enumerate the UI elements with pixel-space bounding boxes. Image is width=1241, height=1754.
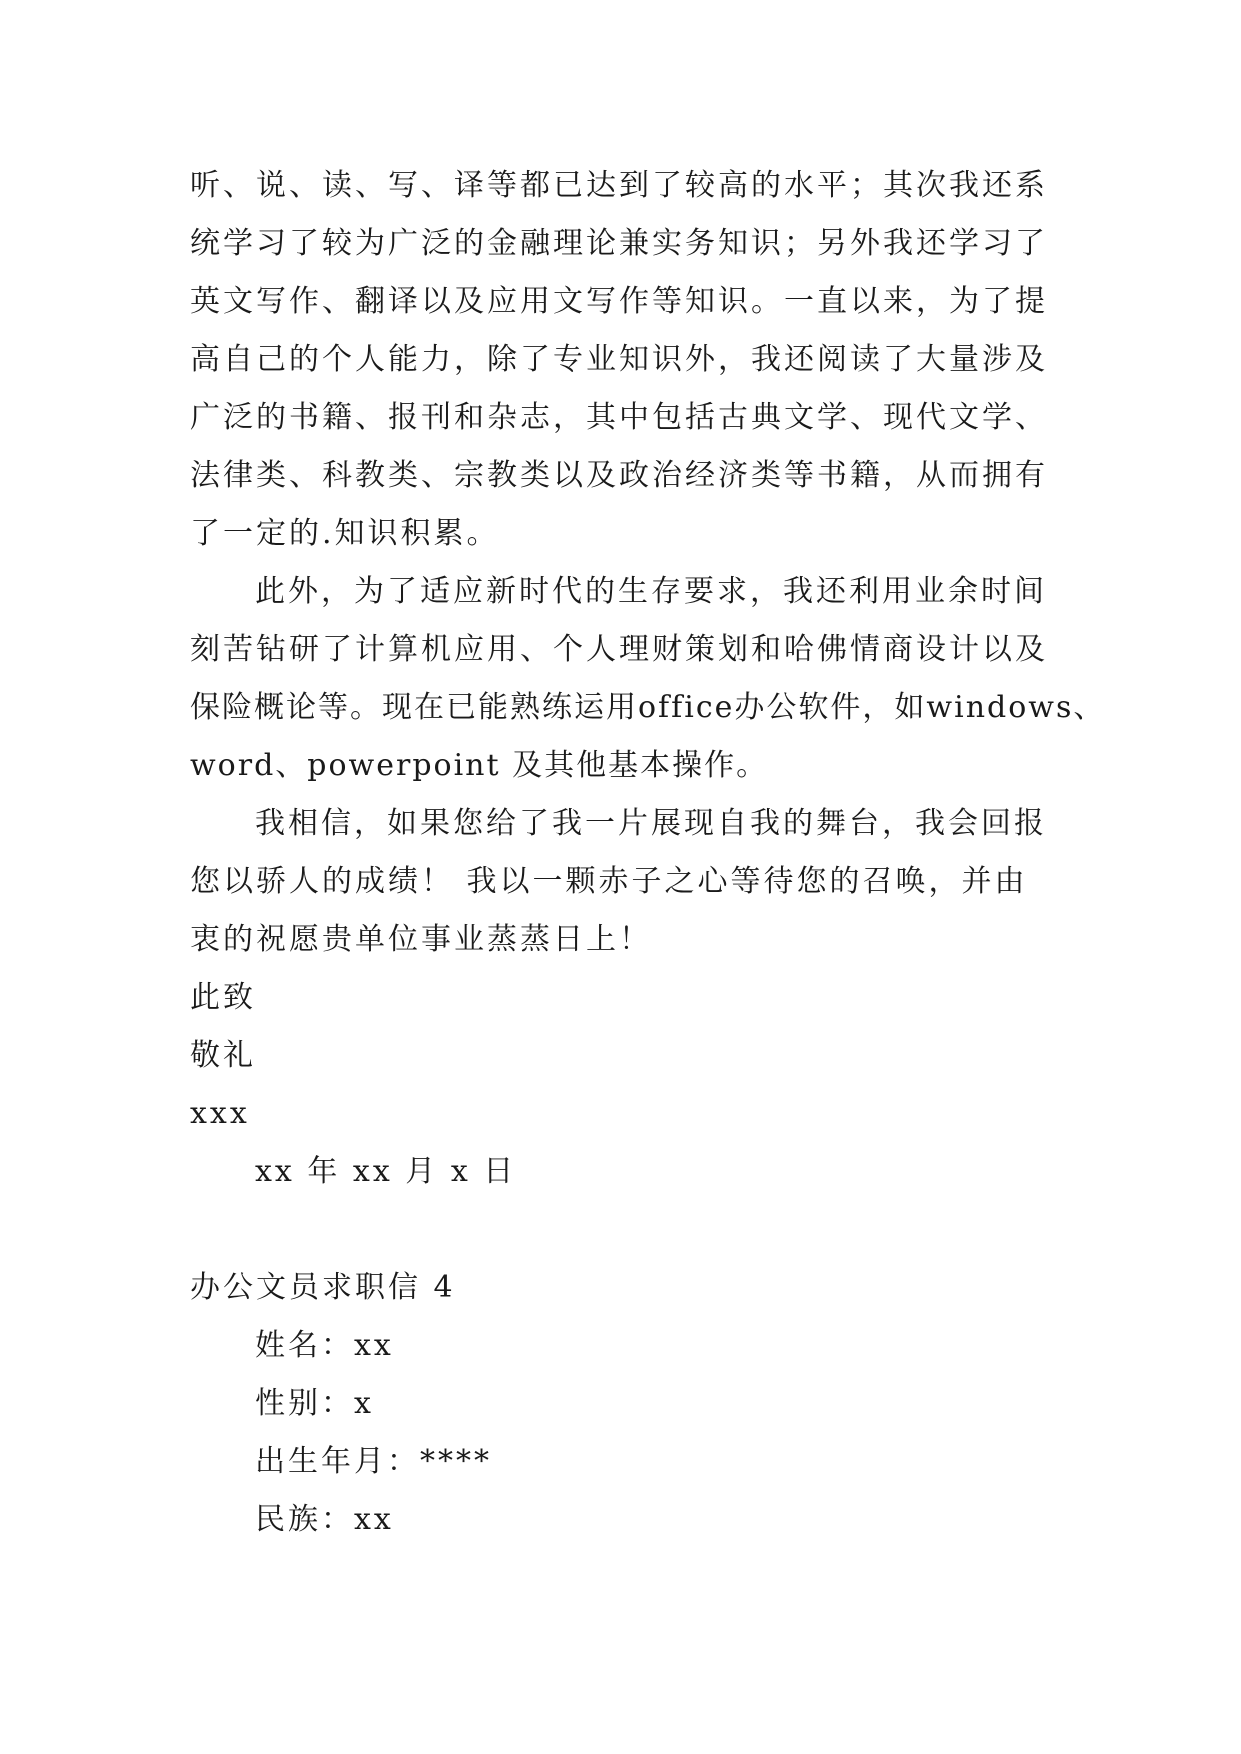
- body-line: 高自己的个人能力，除了专业知识外，我还阅读了大量涉及: [190, 342, 1048, 377]
- signature-date: xx 年 xx 月 x 日: [255, 1154, 517, 1189]
- body-line: 了一定的.知识积累。: [190, 516, 500, 551]
- info-ethnicity: 民族：xx: [255, 1502, 394, 1537]
- closing-salutation: 此致: [190, 980, 256, 1015]
- body-line: 法律类、科教类、宗教类以及政治经济类等书籍，从而拥有: [190, 458, 1048, 493]
- info-gender: 性别：x: [255, 1386, 374, 1421]
- body-line: 听、说、读、写、译等都已达到了较高的水平；其次我还系: [190, 168, 1048, 203]
- body-line: word、powerpoint 及其他基本操作。: [190, 748, 769, 783]
- body-line: 统学习了较为广泛的金融理论兼实务知识；另外我还学习了: [190, 226, 1048, 261]
- body-line: 保险概论等。现在已能熟练运用office办公软件，如windows、: [190, 690, 1106, 725]
- body-line: 此外，为了适应新时代的生存要求，我还利用业余时间: [255, 574, 1047, 609]
- signature-name: xxx: [190, 1096, 250, 1131]
- section-title: 办公文员求职信 4: [190, 1270, 456, 1305]
- body-line: 您以骄人的成绩！ 我以一颗赤子之心等待您的召唤，并由: [190, 864, 1028, 899]
- info-birth: 出生年月：****: [255, 1444, 492, 1479]
- body-line: 广泛的书籍、报刊和杂志，其中包括古典文学、现代文学、: [190, 400, 1048, 435]
- info-name: 姓名：xx: [255, 1328, 394, 1363]
- body-line: 我相信，如果您给了我一片展现自我的舞台，我会回报: [255, 806, 1047, 841]
- body-line: 衷的祝愿贵单位事业蒸蒸日上！: [190, 922, 652, 957]
- closing-regards: 敬礼: [190, 1038, 256, 1073]
- body-line: 英文写作、翻译以及应用文写作等知识。一直以来，为了提: [190, 284, 1048, 319]
- body-line: 刻苦钻研了计算机应用、个人理财策划和哈佛情商设计以及: [190, 632, 1048, 667]
